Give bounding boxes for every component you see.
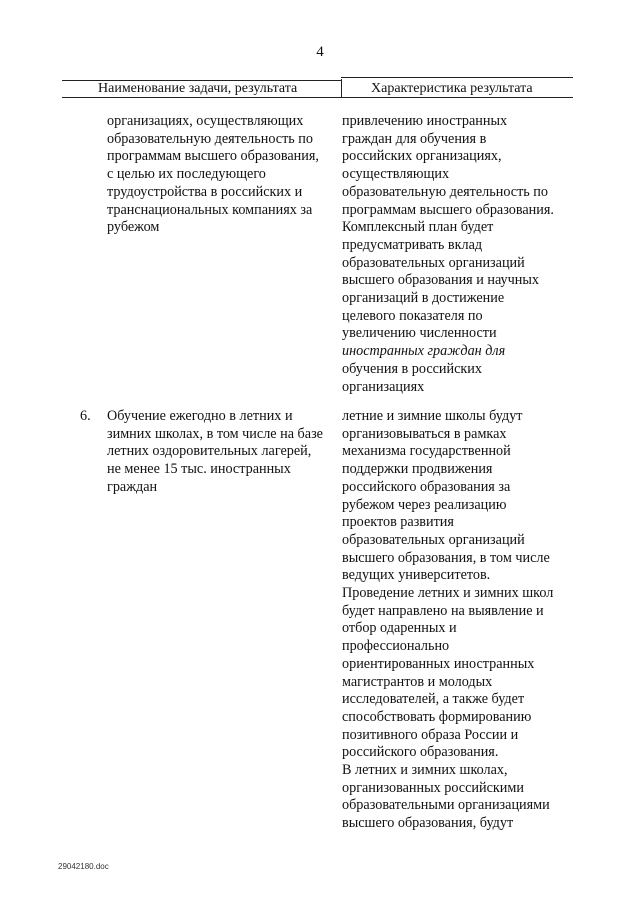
text-line: способствовать формированию (342, 708, 532, 725)
text-line: целевого показателя по (342, 307, 483, 324)
column-header-task: Наименование задачи, результата (98, 81, 298, 96)
text-line: позитивного образа России и (342, 726, 519, 743)
row-1-result (342, 113, 554, 396)
header-column-separator (341, 79, 342, 98)
text-line: высшего образования, в том числе (342, 549, 550, 566)
text-line: образовательную деятельность по (342, 183, 548, 200)
text-line: проектов развития (342, 514, 454, 531)
row-1-task (107, 113, 319, 237)
text-line: граждан (107, 478, 158, 495)
text-line: высшего образования, будут (342, 815, 514, 832)
text-line: привлечению иностранных (342, 113, 508, 129)
text-line: программам высшего образования, (107, 148, 319, 165)
text-line: В летних и зимних школах, (342, 762, 508, 779)
text-line: отбор одаренных и (342, 620, 457, 637)
text-line: ведущих университетов. (342, 567, 491, 584)
text-line: образовательную деятельность по (107, 130, 313, 147)
text-line: магистрантов и молодых (342, 673, 493, 690)
text-line: организаций в достижение (342, 290, 505, 307)
text-line: программам высшего образования. (342, 201, 554, 218)
text-line: профессионально (342, 638, 450, 655)
text-line: Комплексный план будет (342, 219, 494, 236)
text-line: исследователей, а также будет (342, 691, 525, 708)
header-bottom-rule (62, 97, 573, 98)
text-line: образовательных организаций (342, 531, 525, 548)
text-line: предусматривать вклад (342, 236, 483, 253)
column-header-result: Характеристика результата (371, 81, 533, 96)
text-line: высшего образования и научных (342, 272, 539, 289)
text-line: будет направлено на выявление и (342, 602, 544, 619)
text-line: образовательных организаций (342, 254, 525, 271)
text-line: образовательными организациями (342, 797, 550, 814)
page-number: 4 (316, 44, 324, 60)
text-line: рубежом (107, 219, 160, 236)
row-number: 6. (80, 408, 91, 424)
row-6-result (342, 408, 553, 833)
footer-filename: 29042180.doc (58, 862, 109, 871)
text-line: российского образования. (342, 744, 499, 761)
text-line: летние и зимние школы будут (342, 408, 523, 424)
row-6-task (107, 408, 323, 497)
text-line: Обучение ежегодно в летних и (107, 408, 293, 424)
text-line: поддержки продвижения (342, 461, 493, 478)
text-line: транснациональных компаниях за (107, 201, 313, 218)
text-line: с целью их последующего (107, 166, 266, 183)
text-line: обучения в российских (342, 360, 482, 377)
text-line: механизма государственной (342, 443, 511, 460)
header-top-rule-right (341, 77, 573, 78)
text-line: увеличению численности (342, 325, 497, 342)
text-line: граждан для обучения в (342, 130, 487, 147)
text-line: трудоустройства в российских и (107, 183, 303, 200)
text-line: организованных российскими (342, 779, 524, 796)
text-line: ориентированных иностранных (342, 655, 535, 672)
text-line: организациях, осуществляющих (107, 113, 304, 129)
text-line: российских организациях, (342, 148, 502, 165)
text-line: иностранных граждан для (342, 343, 506, 360)
text-line: летних оздоровительных лагерей, (107, 443, 312, 460)
text-line: зимних школах, в том числе на базе (107, 425, 323, 442)
text-line: рубежом через реализацию (342, 496, 507, 513)
text-line: российского образования за (342, 478, 511, 495)
text-line: не менее 15 тыс. иностранных (107, 461, 291, 478)
text-line: организациях (342, 378, 425, 395)
text-line: Проведение летних и зимних школ (342, 585, 554, 602)
text-line: организовываться в рамках (342, 425, 507, 442)
text-line: осуществляющих (342, 166, 450, 183)
